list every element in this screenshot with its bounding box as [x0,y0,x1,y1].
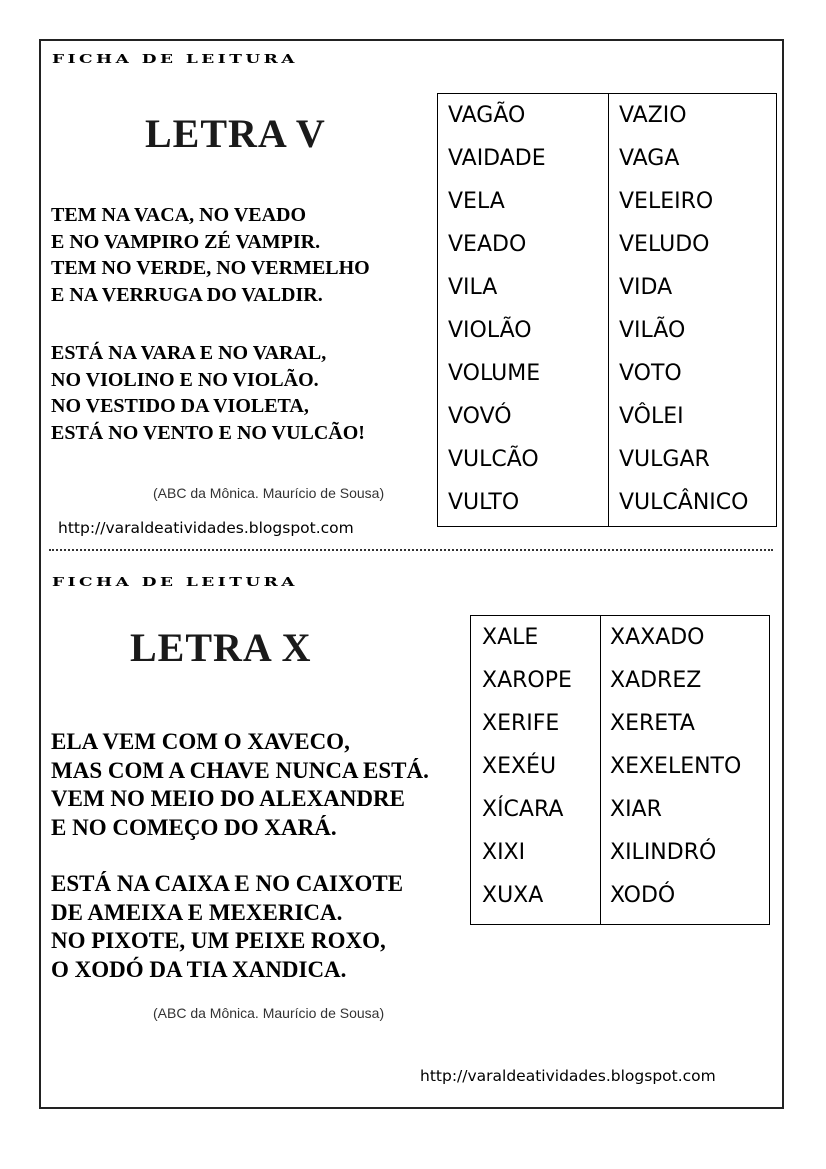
word-cell: VEADO [448,232,527,257]
word-cell: XODÓ [610,883,676,908]
verse-line: ESTÁ NO VENTO E NO VULCÃO! [51,421,365,444]
verse-line: E NO VAMPIRO ZÉ VAMPIR. [51,230,321,253]
word-cell: VILA [448,275,498,300]
word-cell: VELA [448,189,505,214]
verse-line: NO VESTIDO DA VIOLETA, [51,395,309,417]
sheet1-stanza1 [51,202,370,308]
sheet2-stanza2 [51,870,403,984]
word-cell: VAGÃO [448,103,526,128]
verse-line: NO VIOLINO E NO VIOLÃO. [51,368,319,391]
verse-line: MAS COM A CHAVE NUNCA ESTÁ. [51,757,429,783]
word-cell: VIOLÃO [448,318,532,343]
word-cell: VULCÃO [448,447,539,472]
sheet1-word-column-right [619,94,748,524]
word-cell: VULTO [448,490,520,515]
verse-line: E NO COMEÇO DO XARÁ. [51,814,337,840]
word-cell: XEXÉU [482,754,557,779]
word-cell: XEXELENTO [610,754,742,779]
verse-line: NO PIXOTE, UM PEIXE ROXO, [51,928,386,953]
word-cell: VILÃO [619,318,686,343]
verse-line: VEM NO MEIO DO ALEXANDRE [51,786,405,811]
word-cell: VOLUME [448,361,541,386]
verse-line: ESTÁ NA VARA E NO VARAL, [51,342,327,364]
sheet1-title: LETRA V [145,111,326,156]
verse-line: ESTÁ NA CAIXA E NO CAIXOTE [51,871,404,896]
verse-line: DE AMEIXA E MEXERICA. [51,899,343,925]
sheet1-word-column-left [448,94,546,524]
sheet2-title: LETRA X [130,625,312,670]
word-cell: XALE [482,625,539,650]
word-cell: XIXI [482,840,526,865]
word-cell: XIAR [610,797,662,822]
word-cell: VULCÂNICO [619,490,749,515]
word-cell: VAZIO [619,103,687,128]
word-cell: XAXADO [610,625,705,650]
sheet2-stanza1 [51,728,429,842]
word-cell: VULGAR [619,447,710,472]
sheet2-word-column-right [610,616,741,917]
sheet1-word-table [437,93,777,527]
sheet2-credit: (ABC da Mônica. Maurício de Sousa) [153,1005,385,1021]
word-cell: XILINDRÓ [610,840,717,865]
sheet2-url: http://varaldeatividades.blogspot.com [420,1067,716,1085]
word-cell: VAGA [619,146,680,171]
sheet1-url: http://varaldeatividades.blogspot.com [58,519,354,537]
word-cell: XAROPE [482,668,572,693]
sheet1-credit: (ABC da Mônica. Maurício de Sousa) [153,485,385,501]
verse-line: O XODÓ DA TIA XANDICA. [51,956,347,982]
word-cell: VIDA [619,275,673,300]
cut-line-divider [49,549,773,551]
verse-line: E NA VERRUGA DO VALDIR. [51,283,323,306]
sheet2-word-table [470,615,770,925]
word-cell: XÍCARA [482,797,564,822]
word-cell: VOVÓ [448,404,512,429]
sheet2-word-column-left [482,616,572,917]
verse-line: TEM NA VACA, NO VEADO [51,204,307,226]
word-cell: VELUDO [619,232,710,257]
word-cell: XERIFE [482,711,560,736]
word-cell: VAIDADE [448,146,546,171]
word-cell: VÔLEI [619,404,684,429]
word-cell: VELEIRO [619,189,714,214]
word-cell: VOTO [619,361,682,386]
word-cell: XUXA [482,883,544,908]
sheet2-header: FICHA DE LEITURA [52,575,298,590]
word-cell: XERETA [610,711,695,736]
verse-line: TEM NO VERDE, NO VERMELHO [51,257,370,279]
sheet1-stanza2 [51,340,365,446]
sheet1-header: FICHA DE LEITURA [52,52,298,67]
word-cell: XADREZ [610,668,702,693]
verse-line: ELA VEM COM O XAVECO, [51,729,350,754]
